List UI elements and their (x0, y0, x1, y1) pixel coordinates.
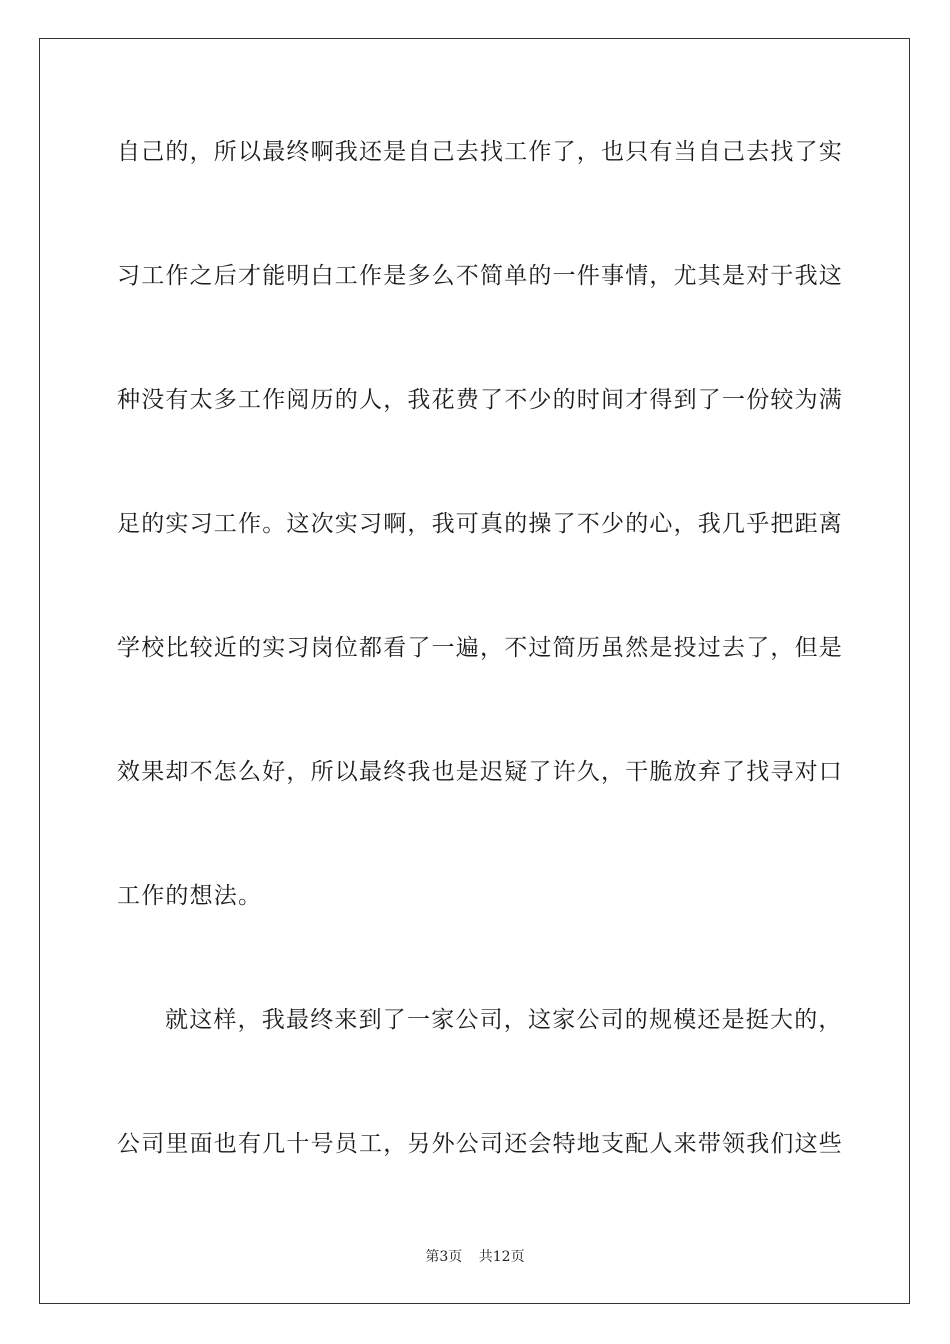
text-line: 公司里面也有几十号员工，另外公司还会特地支配人来带领我们这些 (117, 1131, 843, 1157)
text-line: 工作的想法。 (117, 883, 263, 909)
paragraph-first-line: 就这样，我最终来到了一家公司，这家公司的规模还是挺大的， (165, 1007, 843, 1033)
text-line: 习工作之后才能明白工作是多么不简单的一件事情，尤其是对于我这 (117, 263, 843, 289)
page-border (39, 38, 910, 1304)
text-line: 学校比较近的实习岗位都看了一遍，不过简历虽然是投过去了，但是 (117, 635, 843, 661)
page-total: 共12页 (478, 1249, 525, 1265)
text-line: 效果却不怎么好，所以最终我也是迟疑了许久，干脆放弃了找寻对口 (117, 759, 843, 785)
text-line: 自己的，所以最终啊我还是自己去找工作了，也只有当自己去找了实 (117, 139, 843, 165)
page-footer (0, 1247, 950, 1267)
page-number: 第3页 (425, 1249, 463, 1265)
text-line: 种没有太多工作阅历的人，我花费了不少的时间才得到了一份较为满 (117, 387, 843, 413)
text-line: 足的实习工作。这次实习啊，我可真的操了不少的心，我几乎把距离 (117, 511, 843, 537)
